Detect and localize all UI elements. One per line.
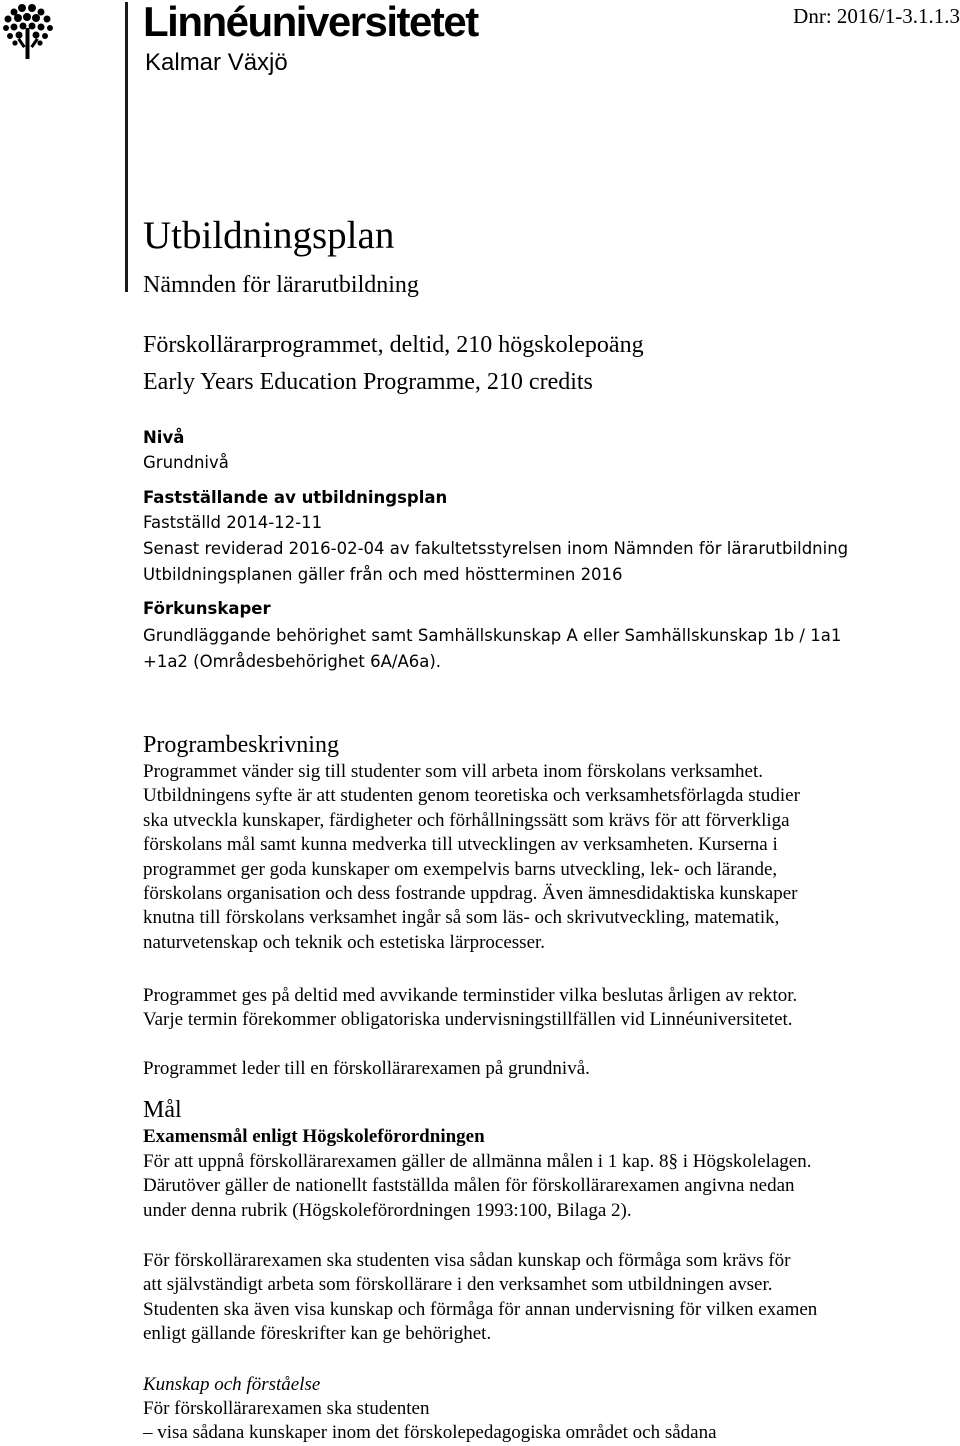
level-value: Grundnivå: [143, 453, 229, 472]
description-heading: Programbeskrivning: [143, 732, 339, 758]
paragraph-line: knutna till förskolans verksamhet ingår så som läs- och skrivutveckling, matematik,: [143, 907, 780, 929]
paragraph-line: naturvetenskap och teknik och estetiska lärprocesser.: [143, 931, 546, 953]
programme-name-en: Early Years Education Programme, 210 credits: [143, 369, 593, 395]
paragraph-line: under denna rubrik (Högskoleförordningen 1993:100, Bilaga 2).: [143, 1199, 632, 1221]
paragraph-line: Utbildningens syfte är att studenten genom teoretiska och verksamhetsförlagda studier: [143, 785, 800, 807]
prerequisites-heading: Förkunskaper: [143, 599, 271, 618]
establishment-line: Senast reviderad 2016-02-04 av fakultetsstyrelsen inom Nämnden för lärarutbildning: [143, 539, 849, 558]
establishment-heading: Fastställande av utbildningsplan: [143, 488, 448, 507]
document-title: Utbildningsplan: [143, 214, 395, 257]
paragraph-line: förskolans mål samt kunna medverka till utvecklingen av verksamheten. Kurserna i: [143, 834, 778, 856]
paragraph-line: För förskollärarexamen ska studenten visa sådan kunskap och förmåga som krävs för: [143, 1250, 791, 1271]
description-paragraph-2: [143, 984, 958, 1033]
paragraph-line: enligt gällande föreskrifter kan ge behörighet.: [143, 1323, 492, 1345]
paragraph-line: förskolans organisation och dess fostrande uppdrag. Även ämnesdidaktiska kunskaper: [143, 883, 798, 905]
goals-paragraph-2: [143, 1249, 958, 1347]
goals-heading: Mål: [143, 1097, 182, 1123]
establishment-line: Fastställd 2014-12-11: [143, 513, 323, 532]
university-name: Linnéuniversitetet: [143, 0, 478, 45]
paragraph-line: Studenten ska även visa kunskap och förmåga för annan undervisning för vilken examen: [143, 1298, 818, 1320]
knowledge-heading: Kunskap och förståelse: [143, 1374, 321, 1395]
vertical-rule: [125, 2, 128, 292]
paragraph-line: Programmet vänder sig till studenter som vill arbeta inom förskolans verksamhet.: [143, 761, 764, 782]
tree-logo-icon: [2, 2, 56, 60]
goals-paragraph-1: [143, 1150, 958, 1223]
committee-name: Nämnden för lärarutbildning: [143, 272, 419, 298]
knowledge-intro: För förskollärarexamen ska studenten: [143, 1398, 430, 1419]
prerequisites-line: Grundläggande behörighet samt Samhällskunskap A eller Samhällskunskap 1b / 1a1: [143, 626, 842, 645]
knowledge-list-item: – visa sådana kunskaper inom det förskolepedagogiska området och sådana: [143, 1422, 717, 1443]
document-number: Dnr: 2016/1-3.1.1.3: [793, 4, 960, 28]
paragraph-line: programmet ger goda kunskaper om exempelvis barns utveckling, lek- och lärande,: [143, 858, 778, 880]
paragraph-line: att självständigt arbeta som förskollärare i den verksamhet som utbildningen avser.: [143, 1274, 773, 1296]
level-heading: Nivå: [143, 428, 185, 447]
paragraph-line: Programmet leder till en förskollärarexamen på grundnivå.: [143, 1058, 590, 1079]
description-paragraph-3: [143, 1057, 958, 1081]
paragraph-line: Därutöver gäller de nationellt fastställda målen för förskollärarexamen angivna nedan: [143, 1175, 795, 1197]
university-campuses: Kalmar Växjö: [145, 49, 288, 76]
programme-name-sv: Förskollärarprogrammet, deltid, 210 högskolepoäng: [143, 332, 644, 358]
paragraph-line: Varje termin förekommer obligatoriska undervisningstillfällen vid Linnéuniversitetet.: [143, 1009, 793, 1031]
goals-subheading: Examensmål enligt Högskoleförordningen: [143, 1126, 485, 1147]
description-paragraph-1: [143, 760, 958, 955]
paragraph-line: ska utveckla kunskaper, färdigheter och förhållningssätt som krävs för att förverkliga: [143, 809, 790, 831]
paragraph-line: Programmet ges på deltid med avvikande terminstider vilka beslutas årligen av rektor.: [143, 985, 798, 1006]
establishment-line: Utbildningsplanen gäller från och med höstterminen 2016: [143, 565, 623, 584]
paragraph-line: För att uppnå förskollärarexamen gäller de allmänna målen i 1 kap. 8§ i Högskolelagen.: [143, 1151, 812, 1172]
prerequisites-line: +1a2 (Områdesbehörighet 6A/A6a).: [143, 652, 442, 671]
